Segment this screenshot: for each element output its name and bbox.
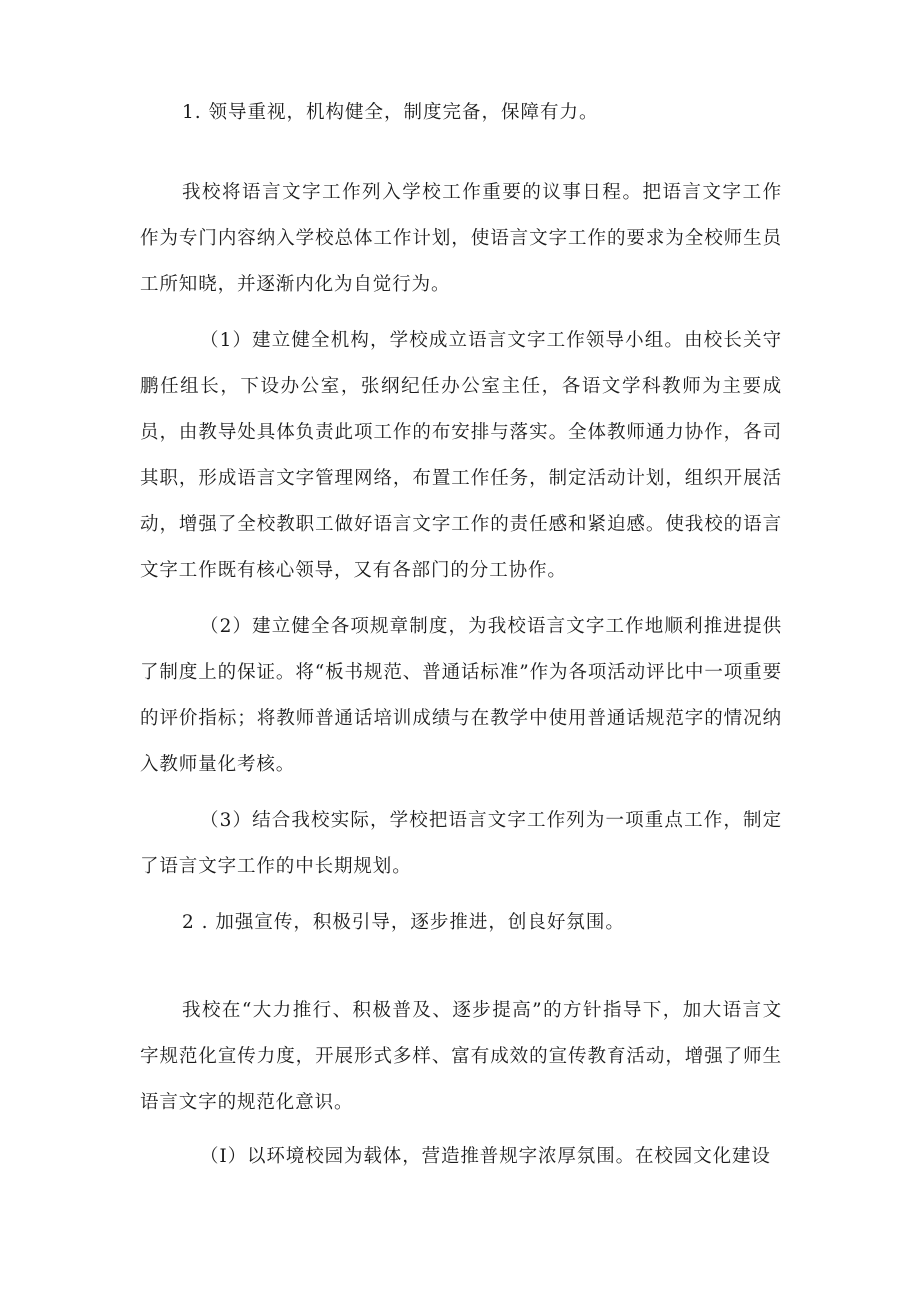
section-heading-1: 1. 领导重视，机构健全，制度完备，保障有力。 [182,102,599,123]
paragraph-intro: 我校将语言文字工作列入学校工作重要的议事日程。把语言文字工作作为专门内容纳入学校总体工作计划，使语言文字工作的要求为全校师生员工所知晓，并逐渐内化为自觉行为。 [140,182,782,295]
list-item-1: （1）建立健全机构，学校成立语言文字工作领导小组。由校长关守鹏任组长，下设办公室，张纲纪任办公室主任，各语文学科教师为主要成员，由教导处具体负责此项工作的布安排与落实。全体教师通力协作，各司其职，形成语言文字管理网络，布置工作任务，制定活动计划，组织开展活动，增强了全校教职工做好语言文字工作的责任感和紧迫感。使我校的语言文字工作既有核心领导，又有各部门的分工协作。 [140,330,782,581]
list-item-2: （2）建立健全各项规章制度，为我校语言文字工作地顺利推进提供了制度上的保证。将“板书规范、普通话标准”作为各项活动评比中一项重要的评价指标；将教师普通话培训成绩与在教学中使用普通话规范字的情况纳入教师量化考核。 [140,616,782,775]
list-item-3: （3）结合我校实际，学校把语言文字工作列为一项重点工作，制定了语言文字工作的中长期规划。 [140,810,782,877]
section-heading-2: 2 . 加强宣传，积极引导，逐步推进，创良好氛围。 [182,912,625,933]
paragraph-promotion: 我校在“大力推行、积极普及、逐步提高”的方针指导下，加大语言文字规范化宣传力度，开展形式多样、富有成效的宣传教育活动，增强了师生语言文字的规范化意识。 [140,1000,782,1113]
list-item-4: （I）以环境校园为载体，营造推普规字浓厚氛围。在校园文化建设 [200,1146,771,1167]
